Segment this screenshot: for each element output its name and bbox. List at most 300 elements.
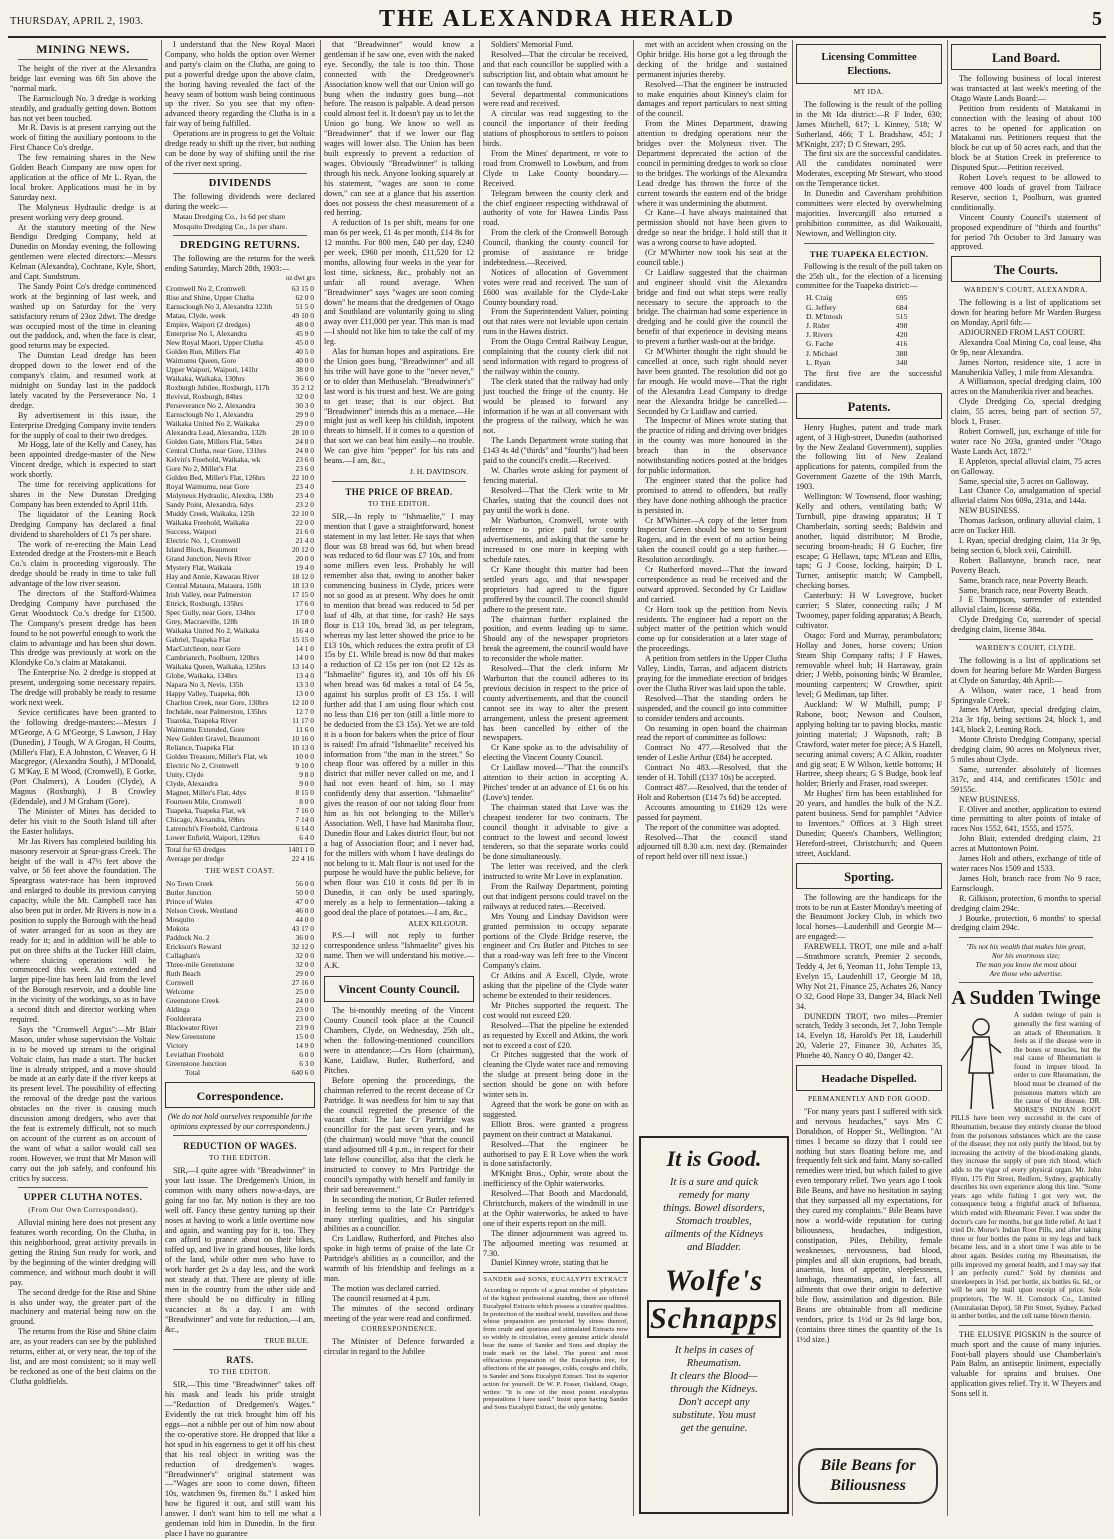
news-paragraph: The Enterprise No. 2 dredge is stopped at present, undergoing some necessary repairs. The dredge will probably be ready to resume work next week.: [10, 668, 156, 707]
council-paragraph: Resolved—That the engineer be instructed to make enquiries about Kinney's claim for damages and report particulars to next sitting of the council.: [637, 79, 787, 119]
table-row: [165, 1059, 315, 1068]
table-row: [165, 581, 315, 590]
ad-text-line: through the Kidneys.: [670, 1384, 758, 1395]
dredge-return: 45 9 0: [295, 329, 314, 339]
elusive-pigskin-ad: THE ELUSIVE PIGSKIN is the source of much sport and the cause of many injuries. Foot-ball players should use Chamberlain's Pain Balm, an antiseptic liniment, especially valuable for sprains and bruises. One application gives relief. Try it. W Theyers and Sons sell it.: [951, 1329, 1101, 1399]
candidate-name: J. Rider: [806, 320, 830, 330]
dredge-name: Greenstone Creek: [166, 996, 220, 1006]
column-6: [796, 40, 948, 1516]
table-row: [165, 653, 315, 662]
news-paragraph: Says the "Cromwell Argus":—Mr Blair Mason, under whose supervision the Voltaic is to be moved up stream to the original Voltaic claim, has made a start. The bucket line is already stripped, and a move should be made at an early date if the river keeps at its present level. The possibility of effecting the removal of the dredge past the various obstacles on the river is causing much discussion among dredgers, who aver that the feat is extremely difficult, not so much on account of the current as on account of the want of what a sailor would call sea room. However, we trust that Mr Mason will carry out the job safely, and confound his critics by success.: [10, 1024, 156, 1183]
council-paragraph: Mr Warburton, Cromwell, wrote with reference to price paid for county advertisements, and asking that the same be increased to one more in keeping with schedule rates.: [483, 515, 628, 565]
table-row: [165, 545, 315, 554]
dredge-name: Waimumu Extended, Gore: [166, 725, 245, 735]
poll-result: [806, 303, 942, 312]
bile-beans-logo: Bile Beans for Biliousness: [798, 1448, 938, 1504]
table-row: [165, 1032, 315, 1041]
dredge-return: 24 8 0: [295, 446, 314, 456]
court-paragraph: NEW BUSINESS.: [959, 506, 1020, 516]
table-row: [165, 770, 315, 779]
dredge-return: 9 0 0: [299, 779, 314, 789]
bile-beans-ad: [798, 1448, 938, 1510]
table-row: [165, 392, 315, 401]
dredge-return: 49 10 0: [291, 311, 314, 321]
table-row: [165, 671, 315, 680]
poll-result: [806, 321, 942, 330]
dredge-return: 6 3 0: [299, 1059, 314, 1069]
ad-text-line: get the genuine.: [680, 1423, 748, 1434]
dredge-return: 9 8 0: [299, 770, 314, 780]
land-board-paragraph: Vincent County Council's statement of proposed expenditure of "thirds and fourths" for period 7th October to 3rd January was approved.: [951, 212, 1101, 252]
warden-clyde-heading: WARDEN'S COURT, CLYDE.: [975, 644, 1077, 653]
dredge-return: 36 6 0: [295, 374, 314, 384]
clutha-paragraph: The returns from the Rise and Shine claim are, as your readers can see by the published returns, either at, or very near, the top of the list, and are most consistent; so it may well be reckoned as one of the best claims on the Clutha goldfields.: [10, 1327, 156, 1386]
dredge-name: Victory: [166, 1041, 189, 1051]
divider: [173, 1135, 307, 1136]
dredge-name: Leviathan Freehold: [166, 1050, 224, 1060]
news-paragraph: By advertisement in this issue, the Enterprise Dredging Company invite tenders for the supply of coal to their two dredges.: [10, 410, 156, 440]
court-paragraph: L Ryan, special dredging claim, 11a 3r 9p, being section 6, block xvii, Cairnhill.: [951, 535, 1101, 555]
divider: [332, 481, 466, 482]
council-paragraph: Cr Atkins and A Excell, Clyde, wrote asking that the pipeline of the Clyde water scheme be extended to their residences.: [483, 971, 628, 1000]
table-row: [165, 933, 315, 942]
council-paragraph: The dinner adjournment was agreed to. The adjourned meeting was resumed at 7.30.: [483, 1228, 628, 1258]
headache-box: [796, 1065, 942, 1091]
dredge-return: 46 0 0: [295, 906, 314, 916]
total-label: Total for 63 dredges: [166, 845, 226, 855]
poll-result: [806, 349, 942, 358]
correspondence-subheading: CORRESPONDENCE.: [361, 1325, 437, 1334]
table-row: [165, 293, 315, 302]
dredge-return: 15 0 0: [295, 1032, 314, 1042]
table-row: [165, 698, 315, 707]
council-paragraph: Cr Kane spoke as to the advisability of electing the Vincent County Council.: [483, 743, 628, 763]
dredge-return: 23 9 0: [295, 1023, 314, 1033]
dredge-return: 50 0 0: [295, 888, 314, 898]
sporting-paragraph: FAREWELL TROT, one mile and a-half—Strathmore scratch, Premier 2 seconds, Teddy 4, Jet 6, Yeoman 11, John Temple 13, Evelyn 15, Laudenhill 17, Georgie M 18, Why Not 21, Finance 25, Achates 26, Nancy O 32, Good Hope 33, Danger 34, Black Nell 34.: [796, 942, 942, 1011]
court-paragraph: James Holt, branch race from No 9 race, Earnsclough.: [951, 873, 1101, 893]
dredge-return: 11 17 0: [292, 716, 314, 726]
dredge-return: 14 0 0: [295, 653, 314, 663]
dredge-name: Globe, Waikaka, 134hrs: [166, 671, 238, 681]
court-paragraph: E Appleton, special alluvial claim, 75 acres on Galloway.: [951, 456, 1101, 476]
dredge-return: 24 8 0: [295, 437, 314, 447]
dividends-text: The following dividends were declared during the week:—: [165, 191, 315, 211]
table-row: [165, 635, 315, 644]
table-row: [165, 302, 315, 311]
dredge-return: 30 3 0: [295, 401, 314, 411]
rats-letter: SIR,—This time "Breadwinner" takes off his mask and leads his pride straight—"Reduction of Dredgemen's Wages." Evidently the rat trick brought him off his eggs—not a nibble per out of him now about the co-operative store. He dropped that like a hot spud in his eagerness to get it off his chest that his real object in writing was the reduction of dredgemen's wages. "Breadwinner's" original statement was—"Wages are soon to come down, fifteen 10s, watchmen 9s, firemen 8s." I asked him how he figured it out, and still want his answer. I don't want him to tell me what a gentleman told him in Dunedin. In the first place I have no guarantee: [165, 1380, 315, 1538]
dredge-return: 13 0 0: [295, 689, 314, 699]
table-row: [165, 1005, 315, 1014]
dredge-name: Latrenchi's Freehold, Cardrona: [166, 824, 258, 834]
council-paragraph: The report of the committee was adopted.: [645, 822, 781, 832]
table-row: [165, 626, 315, 635]
court-paragraph: J E Thompson, surrender of extended alluvial claim, license 468a.: [951, 595, 1101, 615]
council-paragraph: The clerk stated that the railway had only just touched the fringe of the county. He would be pleased to forward any information if he was at all conversant with the progress of the railway, which he was not.: [483, 376, 628, 436]
dredge-name: Electric No. 1, Cromwell: [166, 536, 241, 546]
council-paragraph: In seconding the motion, Cr Butler referred in feeling terms to the late Cr Partridge's many sterling qualities, and his singular abilities as a councillor.: [324, 1194, 474, 1234]
court-paragraph: Alexandra Coal Mining Co, coal lease, 4ha 0r 9p, near Alexandra.: [951, 337, 1101, 357]
table-row: [165, 996, 315, 1005]
dredge-name: Inchdale, near Palmerston, 135hrs: [166, 707, 267, 717]
council-paragraph: Resolved—That the council stand adjourned till 8.30 a.m. next day. (Remainder of report held over till next issue.): [637, 832, 787, 862]
table-row: [165, 1023, 315, 1032]
table-row: [165, 734, 315, 743]
vincent-council-box: [324, 976, 474, 1002]
dredge-return: 10 13 0: [291, 743, 314, 753]
dredge-name: Cromwell No 2, Cromwell: [166, 284, 246, 294]
table-row: [165, 608, 315, 617]
dredge-return: 29 9 0: [295, 410, 314, 420]
news-paragraph: The time for receiving applications for shares in the New Dunstan Dredging Company has been extended to April 11th.: [10, 480, 156, 509]
dredge-return: 29 0 0: [295, 969, 314, 979]
dredge-return: 16 4 0: [295, 626, 314, 636]
patents-paragraph: Wellington: W Townsend, floor washing; Kelly and others, ventilating bath; W Turnbull, pipe drawing apparatus; H T Chamberlain, sorting seeds; Baldwin and another, liquid distributor; M Brodie, securing broom-heads; H G Eucher, fire escape; G Hellaws, taps; M'Lean and Ellis, taps; G J Coose, locking, hairpin; D L Turner, antiseptic match; W Campbell, checking horses.: [796, 492, 942, 591]
dredge-return: 20 0 0: [295, 554, 314, 564]
dredge-name: Fourteen Mile, Cromwell: [166, 797, 242, 807]
table-row: [165, 888, 315, 897]
dredge-name: Matau, Clyde, week: [166, 311, 226, 321]
dredge-return: 21 4 0: [295, 536, 314, 546]
returns-totals: [165, 845, 315, 863]
wolfes-schnapps-ad: [639, 1136, 789, 1514]
west-coast-heading: THE WEST COAST.: [205, 867, 275, 876]
dredge-name: Waimumu Queen, Gore: [166, 356, 237, 366]
ad-text-line: ailments of the Kidneys: [664, 1229, 764, 1240]
council-paragraph: met with an accident when crossing on the Ophir bridge. His horse got a leg through the decking of the bridge and sustained permanent injuries thereby.: [637, 40, 787, 79]
dredge-return: 16 18 0: [291, 617, 314, 627]
dredge-return: 24 0 0: [295, 996, 314, 1006]
dredge-return: 7 16 0: [295, 806, 314, 816]
dredge-return: 47 0 0: [295, 897, 314, 907]
court-paragraph: The following is a list of applications set down for hearing before Mr Warden Burgess on Monday, April 6th:—: [951, 298, 1101, 328]
poll-result: [806, 339, 942, 348]
news-paragraph: Mr Jas Rivers has completed building his masonry reservoir at Spear-grass Creek. The height of the wall is 47½ feet above the valve, or 56 feet above the foundation. The Speargrass water-race has been improved and enlarged to double its previous carrying capacity, while the Mt. Campbell race has also been put in order. Mr Rivers is now in a position to supply the Borough with the head of water arranged for as soon as they are ready for it; and in addition will be able to put on three shifts at the Tucker Hill claim, where sluicing operations will be commenced this week. An extended and larger pipe-line has been laid from the level of the Borough reservoir, and a double line in the vicinity of the workings, so as to have a second ditch and director working when required.: [10, 836, 156, 1024]
council-paragraph: Mr Pitches supported the request. The cost would not exceed £20.: [483, 1000, 628, 1020]
council-paragraph: From the clerk of the Cromwell Borough Council, thanking the county council for promise of assistance re bridge indebtedness.—Received.: [483, 228, 628, 267]
candidate-name: H. Craig: [806, 293, 833, 303]
column-4: [483, 40, 634, 1516]
west-coast-table: [165, 879, 315, 1068]
court-paragraph: A Wilson, water race, 1 head from Springvale Creek.: [951, 685, 1101, 705]
price-of-bread-heading: THE PRICE OF BREAD.: [345, 486, 453, 497]
column-1: [10, 40, 162, 1516]
verse-line: The man you know the most about: [975, 960, 1077, 970]
licensing-paragraph: The first six are the successful candidates. All the candidates nominated were Moderates, excepting Mr Stewart, who stood on the Temperance ticket.: [796, 149, 942, 189]
sander-ad-heading: SANDER and SONS, EUCALYPTI EXTRACT: [483, 1276, 628, 1284]
west-coast-total: [165, 1068, 315, 1077]
dredge-name: Royal Waimumu, near Gore: [166, 482, 250, 492]
dredge-return: 48 0 0: [295, 320, 314, 330]
candidate-name: L. Ryan: [806, 357, 831, 367]
dredge-return: 11 6 0: [295, 725, 314, 735]
court-paragraph: J Bourke, protection, 6 months' to special dredging claim 294c.: [951, 913, 1101, 933]
council-paragraph: Before opening the proceedings, the chairman referred to the recent decease of Cr Partridge. It was needless for him to say that the council regretted the presence of the vacant chair. The late Cr Partridge was councillor for the past seven years, and he (the chairman) would move "that the council stand adjourned till 4 p.m., in respect for their late fellow councillor, also that the clerk be instructed to convey to Mrs Partridge the council's sympathy with herself and family in their sad bereavement.": [324, 1075, 474, 1194]
dredge-name: Napara No 3, Nevis, 135h: [166, 680, 244, 690]
dredge-return: 62 0 0: [295, 293, 314, 303]
dredge-return: 22 10 0: [291, 473, 314, 483]
candidate-votes: 695: [896, 293, 908, 303]
dredge-name: Fooldeerara: [166, 1014, 202, 1024]
table-row: [165, 365, 315, 374]
tuapeka-text: Following is the result of the poll taken on the 25th ult., for the election of a licensing committee for the Tuapeka district:—: [796, 261, 942, 291]
court-paragraph: A Williamson, special dredging claim, 100 acres on the Manuherikia river and beaches.: [951, 377, 1101, 397]
table-row: [165, 320, 315, 329]
licensing-heading: Licensing Committee Elections.: [821, 52, 917, 77]
dredge-name: Waikaka United No 2, Waikaka: [166, 626, 260, 636]
table-row: [165, 788, 315, 797]
dredge-name: Earnsclough No 3, Alexandra 123th: [166, 302, 273, 312]
letter-paragraph: that "Breadwinner" would know a gentleman if he saw one, even with the naked eye. Secondly, the tale is too thin. Those connected with the Dredgeowner's Association know well that our Union will go bung when the industry goes bung—not before. The reason is palpable. A dead person could almost feel it. It doesn't pay us to let the Union go bung. We know so well as "Breadwinner" that if we lower our flag wages will lower also. The Union has been built expressly to prevent a reduction of wages. Obviously "Breadwinner" is talking through his neck. Anyone looking squarely at his statement, "wages are soon to come down," can see at a glance that his assertion does not possess the chest measurement of a red herring.: [324, 40, 474, 218]
table-row: [165, 536, 315, 545]
divider: [18, 1187, 148, 1188]
dredge-return: 27 16 0: [291, 978, 314, 988]
dredge-name: Waikaka Queen, Waikaka, 125hrs: [166, 662, 266, 672]
tuapeka-footer: The first five are the successful candidates.: [796, 368, 942, 388]
council-paragraph: Cr Horn took up the petition from Nevis residents. The engineer had a report on the subject matter of the petition which would come up for consideration at a later stage of the proceedings.: [637, 604, 787, 654]
table-row: [165, 662, 315, 671]
candidate-votes: 420: [896, 330, 908, 340]
poll-result: [806, 358, 942, 367]
council-paragraph: Crs Laidlaw, Rutherford, and Pitches also spoke in high terms of praise of the late Cr Partridge's abilities as a councillor, and the warmth of his friendship and feelings as a man.: [324, 1234, 474, 1283]
reduction-of-wages-heading: REDUCTION OF WAGES.: [183, 1141, 297, 1152]
dredge-name: Alexandra Lead, Alexandra, 132h: [166, 428, 266, 438]
clutha-paragraph: Alluvial mining here does not present any features worth recording. On the Clutha, in this neighborhood, great activity prevails in getting the Rising Sun ready for work, and by the beginning of the winter dredging will commence, and without much doubt it will pay.: [10, 1218, 156, 1287]
dredge-return: 40 0 0: [295, 356, 314, 366]
council-paragraph: Agreed that the work be gone on with as suggested.: [483, 1099, 628, 1119]
courts-box: [951, 256, 1101, 282]
dredge-return: 28 10 0: [291, 428, 314, 438]
council-paragraph: The Lands Department wrote stating that £143 4s 4d ("thirds" and "fourths") had been paid to the council's credit.—Received.: [483, 436, 628, 466]
masthead: [8, 6, 1106, 38]
ad-text-line: and Bladder.: [687, 1242, 741, 1253]
table-row: [165, 617, 315, 626]
land-board-paragraph: Petition from residents of Matakanui in connection with the leasing of about 100 acres to be opened for application on Matakanui run. Petitioners request that the block be cut up of 50 acres each, and that the block be at Station Creek in preference to Disputed Spur.—Petition received.: [951, 103, 1101, 173]
issue-date: THURSDAY, APRIL 2, 1903.: [10, 16, 144, 27]
ad-brand-schnapps: Schnapps: [647, 1300, 781, 1338]
dredge-return: 19 4 0: [295, 563, 314, 573]
dredge-return: 22 10 0: [291, 509, 314, 519]
patents-paragraph: Canterbury: H W Lovegrove, bucket carrier; S Slater, connecting rails; J M Twoomey, paper folding apparatus; A Beach, cultivator.: [796, 591, 942, 630]
dredge-return: 14 9 0: [295, 1041, 314, 1051]
court-paragraph: NEW BUSINESS.: [959, 794, 1020, 804]
dredge-name: Welcome: [166, 987, 194, 997]
council-paragraph: Cr Pitches suggested that the work of cleaning the Clyde water race and removing the sludge at present being done in the section should be gone on with before winter sets in.: [483, 1050, 628, 1100]
correspondence-disclaimer: (We do not hold ourselves responsible for the opinions expressed by our correspondents.): [167, 1112, 313, 1131]
council-paragraph: Telegram between the county clerk and the chief engineer respecting withdrawal of authority of vote for Hawea Lindis Pass road.: [483, 188, 628, 228]
table-row: [165, 338, 315, 347]
wages-letter: SIR,—I quite agree with "Breadwinner" in your last issue. The Dredgemen's Union, in common with many others now-a-days, are going far too far. My notion is they are too well off. Fancy these gentry turning up their noses at having to work a little overtime now and again, and wanting pay for it, too. They can afford to prance about on their bikes, toffed up, and live in grand houses, like lords of the land, while other men who have to work harder get 2s a day less, and the work not steady at that. There are plenty of idle men in the country from the other side and there should be no difficulty in filling vacancies at 8s a day. I am with "Breadwinner" and vote for reduction,—I am, &c.,: [165, 1166, 315, 1334]
dredge-return: 10 16 0: [291, 734, 314, 744]
dredge-return: 23 4 0: [295, 491, 314, 501]
west-total-value: 640 6 0: [291, 1068, 314, 1078]
council-paragraph: Notices of allocation of Government votes were read and received. The sum of £600 was available for the Clyde-Lake County boundary road.: [483, 267, 628, 307]
news-paragraph: The Molyneux Hydraulic dredge is at present working very deep ground.: [10, 202, 156, 222]
dredge-return: 6 0 0: [299, 1050, 314, 1060]
table-row: [165, 779, 315, 788]
council-paragraph: Resolved—That the pipeline be extended as requested by Excell and Atkins, the work not to exceed a cost of £20.: [483, 1020, 628, 1050]
table-row: [165, 482, 315, 491]
table-row: [165, 716, 315, 725]
dredge-return: 22 0 0: [295, 518, 314, 528]
dredge-return: 10 0 0: [295, 752, 314, 762]
table-row: [165, 554, 315, 563]
dredge-name: Butler Junction: [166, 888, 212, 898]
table-row: [165, 509, 315, 518]
average-value: 22 4 16: [291, 854, 314, 864]
table-row: [165, 410, 315, 419]
dredge-return: 13 3 0: [295, 680, 314, 690]
court-paragraph: Same, special site, 5 acres on Galloway.: [959, 476, 1089, 486]
news-paragraph: The liquidator of the Leaning Rock Dredging Company has declared a final dividend to shareholders of £1 7s per share.: [10, 509, 156, 539]
table-row: [165, 329, 315, 338]
dredge-return: 8 15 0: [295, 788, 314, 798]
dredge-name: Gore No 2, Miller's Flat: [166, 464, 237, 474]
dredge-name: Erickson's Reward: [166, 942, 222, 952]
sporting-paragraph: The following are the handicaps for the trots to be run at Easter Monday's meeting of the Beaumont Jockey Club, in which two local horses—Laudenhill and Georgie M—are engaged:—: [796, 892, 942, 942]
council-paragraph: The council resumed at 4 p.m.: [332, 1293, 431, 1303]
sporting-heading: Sporting.: [844, 869, 894, 884]
council-paragraph: The engineer stated that the police had promised to attend to offenders, but really they have done nothing although the practice is persisted in.: [637, 475, 787, 515]
dredge-return: 8 0 0: [299, 797, 314, 807]
patents-paragraph: Auckland: W W Mulhill, pump; F Rabone, boot; Newson and Coulson, applying bolting tar to paving blocks, mastic jointing material; J Wapsnoth, raft; B Crawford, water meter foe piece; A S Hazell, securing animal covers; A C Alkin, roadster and gig seat; E W Wilson, kettle bottoms; H Hartree, sheep shears; G S Budge, book leaf holder; Brierly and Fraser, road sweeper.: [796, 700, 942, 789]
table-row: [165, 924, 315, 933]
court-paragraph: Robert Cornwell, jun, exchange of title for water race No 203a, granted under "Otago Waste Lands Act, 1872.": [951, 427, 1101, 456]
table-row: [165, 446, 315, 455]
council-paragraph: From the Railway Department, pointing out that indigent persons could travel on the railways at reduced rates.—Received.: [483, 882, 628, 911]
dredge-return: 14 1 0: [295, 644, 314, 654]
dredge-name: Tuareka, Tuapeka River: [166, 716, 237, 726]
dredge-return: 7 14 0: [295, 815, 314, 825]
dredge-return: 23 6 0: [295, 455, 314, 465]
dredge-name: Prince of Wales: [166, 897, 213, 907]
dredge-return: 17 0 0: [295, 608, 314, 618]
council-paragraph: Resolved—That the Clerk write to Mr Charles, stating that the council does not pay until the work is done.: [483, 485, 628, 515]
table-row: [165, 752, 315, 761]
table-row: [165, 428, 315, 437]
dredge-name: Cornwell: [166, 978, 194, 988]
dredge-name: Tuapeka, Tuapeka Flat, wk: [166, 806, 246, 816]
table-row: [165, 599, 315, 608]
divider: [959, 639, 1093, 640]
ad-text-line: Stomach troubles,: [676, 1216, 752, 1227]
table-row: [165, 1014, 315, 1023]
courts-heading: The Courts.: [994, 263, 1058, 278]
candidate-votes: 348: [896, 357, 908, 367]
defence-circular: The Minister of Defence forwarded a circular in regard to the Jubilee: [324, 1337, 474, 1357]
council-paragraph: M'Knight Bros., Ophir, wrote about the inefficiency of the Ophir waterworks.: [483, 1169, 628, 1189]
candidate-name: J. Michael: [806, 348, 838, 358]
ad-text-line: remedy for many: [678, 1190, 750, 1201]
letter-paragraph: Alas for human hopes and aspirations. Ere the Union goes bung, "Breadwinner" and all his tribe will have gone to the "never never," or to older than Methuselah. "Breadwinner's" last word is his truest and best. We are going to get tease; that is our object. But "Breadwinner" intends this as a menace.—He might just as well keep his childish, impotent threats to himself. If it comes to a question of that sort we can beat him easily—no trouble. We can give him "pepper" for his rats and beans.—I am, &c.,: [324, 347, 474, 466]
dredge-return: 15 15 0: [291, 635, 314, 645]
table-row: [165, 1050, 315, 1059]
letter-paragraph: SIR,—In reply to "Ishmaelite," I may mention that I gave a straightforward, honest statement in my last letter. He says that when flour was £8 bread was 6d, but when bread was reduced to 6d flour was £7 10s, and from some millers even less. Probably he will remember also that, owing to another baker commencing business in Clyde, prices were not so good as at present. Why does he omit to mention that bread was reduced to 5d per loaf of 4lb, at that time, for cash? He says flour is £13 10s, bread 3d, as per telegram, whereas my last letter showed the price to be £13 10s, which reduces the extra profit of £3 15s by £1. While bread is now 8d that makes a reduction of £2 15s per ton (not £2 12s as "Ishmaelite" figures it), and 10s off his £6 when bread was 6d makes a total of £4 5s, against his surplus profit of £3 15s. I will further add that I am using flour which cost no less than £16 per ton (still a little more to be deducted from the £3 15s). Yet we are told it is a boon for bakers when the price of flour is raised! I'm afraid "Ishmaelite" received his information from "the man in the street." So cheap flour was offered by a miller in this district that miller never called on me, and I had not even heard of him, so I may confidently deny that assertion. "Ishmaelite" gives the reason of our not taking flour from him as his not belonging to the Miller's Association. Well, I have had Manitoba flour, Dunedin flour and Lakes district flour, but not a bag of Association flour; and I never had, for the millers with whom I have dealings do not belong to it. Malt flour is not used for the purpose he would have the public believe, for when flour was £10 it costs 8d per lb in Dunedin, it can only be used sparingly, merely as a help to fermentation—taking a good deal the place of potatoes.—I am, &c.,: [324, 511, 474, 918]
column-3: [324, 40, 480, 1516]
council-paragraph: From the Mines Department, drawing attention to dredging operations near the bridges over the Molyneux river. The Department deprecated the action of the council in permitting dredges to work so close to the bridges. The workings of the Alexandra Lead dredge has thrown the force of the current towards the eastern end of the bridge where it was undermining the abutment.: [637, 119, 787, 208]
ad-text-line: It clears the Blood—: [670, 1371, 758, 1382]
dredge-return: 6 4 0: [299, 833, 314, 843]
candidate-votes: 498: [896, 320, 908, 330]
table-row: [165, 419, 315, 428]
dredge-return: 56 0 0: [295, 879, 314, 889]
dredge-name: Roxburgh Jubilee, Roxburgh, 117h: [166, 383, 270, 393]
dredge-name: New Greenstone: [166, 1032, 216, 1042]
clutha-paragraph: The second dredge for the Rise and Shine is also under way, the greater part of the machinery and material being now on the ground.: [10, 1287, 156, 1327]
dredge-name: Upper Waipori, Waipori, 141hr: [166, 365, 258, 375]
headache-text: "For many years past I suffered with sick and nervous headaches," says Mrs C Donaldson, of Hopper St., Wellington. "At times I became so dizzy that I could see nothing but stars floating before me, and frequently felt sick and faint. Many so-called remedies were tried, but which failed to give even temporary relief. Two years ago I took Bile Beans, and have no hesitation in saying that they surpassed all my expectations, for they cured my complaints." Bile Beans have now a world-wide reputation for curing biliousness, headaches, indigestion, constipation, Piles, Debility, female weaknesses, nervousness, bad blood, pimples and all skin eruptions, bad breath, anaemia, loss of appetite, sleeplessness, lumbago, rheumatism, and, in fact, all ailments that owe their origin to defective bile flow, assimilation and digestion. Bile Beans are obtainable from all medicine vendors, price 1s 1½d or 2s 9d large box, (contains three times the quantity of the 1s 1½d size.): [796, 1106, 942, 1344]
dredge-return: 32 0 0: [295, 960, 314, 970]
council-paragraph: Daniel Kinney wrote, stating that he: [491, 1258, 609, 1268]
table-row: [165, 455, 315, 464]
news-paragraph: The height of the river at the Alexandra bridge last evening was 6ft 5in above the "normal mark.: [10, 64, 156, 93]
court-paragraph: Thomas Jackson, ordinary alluvial claim, 1 acre on Tucker Hill.: [951, 516, 1101, 536]
rats-heading: RATS.: [226, 1355, 254, 1366]
council-paragraph: Mrs Young and Lindsay Davidson were granted permission to occupy separate portions of the Clyde Bridge reserve, the engineer and Crs Butler and Pitches to see that a road-way was left free to the Vincent Company's claim.: [483, 911, 628, 971]
table-row: [165, 572, 315, 581]
dredge-return: 18 13 0: [291, 581, 314, 591]
council-paragraph: Cr Laidlaw moved—"That the council's attention to their action in accepting A. Pitches' tender at an advance of £1 6s on his (Love's) tender.: [483, 763, 628, 802]
table-row: [165, 356, 315, 365]
dredge-return: 12 7 0: [295, 707, 314, 717]
table-row: [165, 680, 315, 689]
court-paragraph: James Norton, residence site, 1 acre in Manuherikia Valley, 1 mile from Alexandra.: [951, 357, 1101, 377]
table-row: [165, 491, 315, 500]
court-paragraph: ADJOURNED FROM LAST COURT.: [959, 327, 1086, 337]
dredge-name: Revival, Roxburgh, 84hrs: [166, 392, 243, 402]
dredge-return: 25 0 0: [295, 987, 314, 997]
dredge-return: 13 14 0: [291, 662, 314, 672]
candidate-name: G. Jeffery: [806, 302, 837, 312]
dredge-name: Unity, Clyde: [166, 770, 204, 780]
table-row: [165, 689, 315, 698]
dredge-name: Kelvin's Freehold, Waikaka, wk: [166, 455, 261, 465]
dredge-return: 38 0 0: [295, 365, 314, 375]
land-board-heading: Land Board.: [991, 51, 1061, 65]
dredge-return: 23 0 0: [295, 1005, 314, 1015]
table-row: [165, 500, 315, 509]
wages-signature: TRUE BLUE.: [264, 1335, 309, 1345]
dredge-name: Chicago, Alexandra, 69hrs: [166, 815, 245, 825]
dredge-name: Grey, Macraeville, 128h: [166, 617, 238, 627]
dredge-return: 21 6 0: [295, 527, 314, 537]
patents-paragraph: Otago: Ford and Murray, perambulators; Hollay and Jones, horse covers; Union Steam Ship Company rafts; J F Hawes, removable wheel hub; H Harraway, grain drier; J Webb, poisoning birds; W Bramlee, mounting carpenters; W Crowther, spirit level; G Mediman, tap lifter.: [796, 630, 942, 700]
licensing-box: [796, 44, 942, 84]
council-paragraph: The letter was received, and the clerk instructed to write Mr Love in explanation.: [483, 862, 628, 882]
table-row: [165, 987, 315, 996]
council-paragraph: Cr Rutherford moved—That the inward correspondence as read be received and the outward approved. Seconded by Cr Laidlaw and carried.: [637, 565, 787, 604]
dredge-return: 45 0 0: [295, 338, 314, 348]
table-row: [165, 707, 315, 716]
court-paragraph: James M'Arthur, special dredging claim, 21a 3r 16p, being sections 24, block 1, and 143, block 2, Leaning Rock.: [951, 705, 1101, 735]
council-paragraph: The minutes of the second ordinary meeting of the year were read and confirmed.: [324, 1303, 474, 1323]
divider: [18, 59, 148, 60]
council-paragraph: Resolved—That the standing orders be suspended, and the council go into committee to consider tenders and accounts.: [637, 693, 787, 723]
verse-line: 'Tis not his wealth that makes him great,: [966, 942, 1086, 952]
court-paragraph: Same, surrender absolutely of licenses 317c, and 414, and certificates 1501c and 59155c.: [951, 764, 1101, 794]
news-paragraph: The work of re-erecting the Main Lead Extended dredge at the Frosters-mit e Beach Co.'s claim is proceeding vigorously. The dredge should be ready in time to take full advantage of the low river season.: [10, 539, 156, 589]
court-paragraph: James Holt and others, exchange of title of water races Nos 1509 and 1533.: [951, 854, 1101, 873]
divider: [804, 243, 934, 244]
dividend-line: Matau Dredging Co., 1s 6d per share: [173, 211, 286, 221]
letter-paragraph: A reduction of 1s per shift, means for one man 6s per week, £1 4s per month, £14 8s for 12 months. For 800 men, £40 per day, £240 per week, £960 per month, £11,520 for 12 months, allowing four weeks in the year for lost time, sickness, &c., probably not an unfair all round average. When "Breadwinner" says "wages are soon coming down" he means that the dredgemen of Otago and Southland are voluntarily going to sling away over £11,000 per year. This man is mad—I should not like him to take the calf of my leg.: [324, 218, 474, 347]
court-paragraph: Monte Christo Dredging Company, special dredging claim, 90 acres on Molyneux river, 5 miles about Clyde.: [951, 735, 1101, 764]
sporting-box: [796, 863, 942, 889]
returns-text: The following are the returns for the week ending Saturday, March 28th, 1903:—: [165, 254, 315, 274]
dredge-name: Sandy Point, Alexandra, 6dys: [166, 500, 254, 510]
court-paragraph: R. Gilkison, protection, 6 months to special dredging claim 294c.: [951, 893, 1101, 913]
